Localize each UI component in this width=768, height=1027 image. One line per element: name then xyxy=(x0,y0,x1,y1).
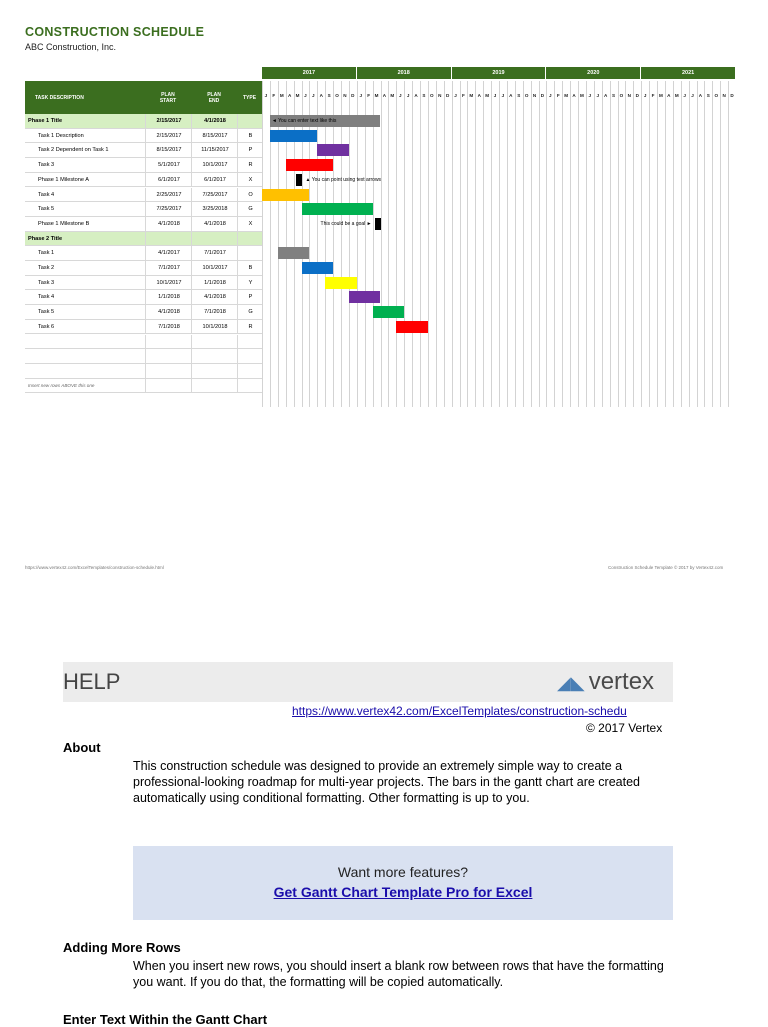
month-column xyxy=(341,81,349,407)
month-column xyxy=(618,81,626,407)
cell-end: 10/1/2018 xyxy=(191,320,238,334)
month-column xyxy=(554,81,562,407)
cell-start: 10/1/2017 xyxy=(145,276,192,290)
month-label: A xyxy=(509,93,513,98)
month-label: A xyxy=(287,93,292,98)
month-label: S xyxy=(517,93,521,98)
table-row[interactable] xyxy=(25,129,262,144)
gantt-bar xyxy=(325,277,357,289)
cell-desc: Task 2 Dependent on Task 1 xyxy=(38,147,109,154)
month-column xyxy=(325,81,333,407)
month-column xyxy=(444,81,452,407)
cell-end xyxy=(191,232,238,246)
gantt-bar xyxy=(373,306,405,318)
cell-start: 7/1/2018 xyxy=(145,320,192,334)
table-row[interactable] xyxy=(25,379,262,394)
header-task-description: TASK DESCRIPTION xyxy=(35,94,84,101)
month-column xyxy=(404,81,412,407)
month-column xyxy=(460,81,468,407)
gantt-bar: ◄ You can enter text like this xyxy=(270,115,381,127)
month-column xyxy=(262,81,270,407)
cell-type: R xyxy=(237,320,263,334)
cell-end: 8/15/2017 xyxy=(191,129,238,143)
month-column xyxy=(523,81,531,407)
month-label: A xyxy=(319,93,323,98)
month-column xyxy=(570,81,578,407)
cell-type: Y xyxy=(237,276,263,290)
year-header: 2017 xyxy=(262,67,357,79)
month-column xyxy=(483,81,491,407)
month-column xyxy=(452,81,460,407)
month-label: A xyxy=(477,93,481,98)
help-copyright: © 2017 Vertex xyxy=(586,721,663,735)
cell-start: 2/25/2017 xyxy=(145,188,192,202)
month-column xyxy=(625,81,633,407)
cell-desc: Task 1 xyxy=(38,250,55,257)
month-column xyxy=(720,81,728,407)
month-column xyxy=(333,81,341,407)
month-column xyxy=(641,81,649,407)
cell-end: 10/1/2017 xyxy=(191,261,238,275)
cell-desc: Task 5 xyxy=(38,206,55,213)
month-column xyxy=(681,81,689,407)
table-row[interactable] xyxy=(25,261,262,276)
month-column xyxy=(373,81,381,407)
cell-desc xyxy=(28,349,143,363)
month-label: M xyxy=(374,93,379,98)
month-label: S xyxy=(327,93,331,98)
month-label: O xyxy=(714,93,719,98)
month-label: F xyxy=(367,93,371,98)
month-column xyxy=(578,81,586,407)
table-row[interactable] xyxy=(25,158,262,173)
month-column xyxy=(586,81,594,407)
phase-row[interactable] xyxy=(25,232,262,247)
month-column xyxy=(633,81,641,407)
month-label: A xyxy=(603,93,608,98)
gantt-bar xyxy=(396,321,428,333)
month-label: N xyxy=(343,93,347,98)
month-label: D xyxy=(730,93,734,98)
cell-type: G xyxy=(237,202,263,216)
milestone-marker xyxy=(375,218,381,230)
cell-start xyxy=(145,364,192,378)
cell-type: B xyxy=(237,261,263,275)
table-row[interactable] xyxy=(25,320,262,335)
month-label: M xyxy=(659,93,663,98)
cell-end: 4/1/2018 xyxy=(191,217,238,231)
gantt-chart xyxy=(262,67,736,393)
cell-desc: Task 3 xyxy=(38,162,55,169)
month-label: O xyxy=(524,93,529,98)
gantt-annotation: ▲ You can point using text arrows xyxy=(305,176,382,183)
header-type: TYPE xyxy=(242,94,257,101)
month-label: N xyxy=(722,93,726,98)
cell-type xyxy=(237,246,263,260)
cell-start: 5/1/2017 xyxy=(145,158,192,172)
cell-desc: Task 2 xyxy=(38,265,55,271)
month-label: J xyxy=(454,93,457,98)
month-column xyxy=(673,81,681,407)
month-label: F xyxy=(272,93,276,98)
gantt-bar xyxy=(302,262,334,274)
month-label: A xyxy=(667,93,671,98)
table-row[interactable] xyxy=(25,188,262,203)
month-label: A xyxy=(572,93,576,98)
month-label: J xyxy=(643,93,647,98)
year-header: 2021 xyxy=(641,67,736,79)
month-column xyxy=(357,81,365,407)
month-column xyxy=(610,81,618,407)
cell-start xyxy=(145,379,192,393)
header-plan-start: PLAN START xyxy=(159,91,177,104)
month-column xyxy=(396,81,404,407)
cell-desc: Task 5 xyxy=(38,309,55,316)
cell-start: 8/15/2017 xyxy=(145,143,192,157)
month-column xyxy=(704,81,712,407)
phase-row[interactable] xyxy=(25,114,262,129)
company-name: ABC Construction, Inc. xyxy=(25,42,117,52)
cell-desc: Task 3 xyxy=(38,279,55,286)
cell-start: 7/25/2017 xyxy=(145,202,192,216)
month-label: M xyxy=(564,93,569,98)
month-column xyxy=(515,81,523,407)
month-column xyxy=(349,81,357,407)
month-label: J xyxy=(683,93,686,98)
cell-end: 11/15/2017 xyxy=(191,143,238,157)
month-label: N xyxy=(438,93,442,98)
cell-end: 7/25/2017 xyxy=(191,188,238,202)
cell-end: 4/1/2018 xyxy=(191,290,238,304)
month-column xyxy=(665,81,673,407)
vertex-logo-icon: ◢◣ xyxy=(557,673,585,693)
adding-rows-heading: Adding More Rows xyxy=(63,940,181,955)
cell-type: B xyxy=(237,129,263,143)
cell-type: O xyxy=(237,188,263,202)
month-label: M xyxy=(469,93,474,98)
cell-desc: Task 4 xyxy=(38,191,55,198)
cell-end: 1/1/2018 xyxy=(191,276,238,290)
month-label: J xyxy=(304,93,307,98)
month-column xyxy=(381,81,389,407)
promo-text: Want more features? xyxy=(337,864,469,880)
month-label: F xyxy=(651,93,655,98)
month-column xyxy=(649,81,657,407)
gantt-bar xyxy=(286,159,333,171)
cell-type: X xyxy=(237,217,263,231)
month-column xyxy=(562,81,570,407)
month-label: M xyxy=(580,93,584,98)
gantt-bar xyxy=(317,144,349,156)
month-column xyxy=(657,81,665,407)
table-row[interactable] xyxy=(25,276,262,291)
cell-type xyxy=(237,232,263,246)
gantt-bar xyxy=(349,291,381,303)
cell-type xyxy=(237,335,263,349)
month-label: J xyxy=(691,93,694,98)
cell-type: P xyxy=(237,290,263,304)
table-row[interactable] xyxy=(25,217,262,232)
cell-end: 6/1/2017 xyxy=(191,173,238,187)
month-label: M xyxy=(390,93,395,98)
month-label: F xyxy=(462,93,465,98)
month-label: F xyxy=(556,93,560,98)
header-plan-end: PLAN END xyxy=(207,91,221,104)
cell-end: 7/1/2018 xyxy=(191,305,238,319)
cell-end: 3/25/2018 xyxy=(191,202,238,216)
promo-box xyxy=(133,846,673,920)
cell-type: R xyxy=(237,158,263,172)
cell-start: 2/15/2017 xyxy=(145,114,192,128)
table-row[interactable] xyxy=(25,364,262,379)
month-label: S xyxy=(612,93,616,98)
month-label: M xyxy=(295,93,300,98)
cell-start: 4/1/2018 xyxy=(145,305,192,319)
cell-type: P xyxy=(237,143,263,157)
month-column xyxy=(467,81,475,407)
cell-start: 4/1/2017 xyxy=(145,246,192,260)
month-label: M xyxy=(674,93,679,98)
month-label: J xyxy=(264,93,268,98)
table-row[interactable] xyxy=(25,246,262,261)
cell-desc: Phase 1 Milestone B xyxy=(38,220,90,227)
month-label: A xyxy=(698,93,703,98)
month-label: J xyxy=(406,93,410,98)
gantt-bar xyxy=(278,247,310,259)
month-label: S xyxy=(422,93,426,98)
help-title: HELP xyxy=(63,669,121,694)
enter-text-heading: Enter Text Within the Gantt Chart xyxy=(63,1012,268,1027)
table-row[interactable] xyxy=(25,305,262,320)
cell-end: 7/1/2017 xyxy=(191,246,238,260)
month-column xyxy=(712,81,720,407)
month-label: A xyxy=(382,93,387,98)
table-row[interactable] xyxy=(25,173,262,188)
month-column xyxy=(539,81,547,407)
milestone-marker xyxy=(296,174,302,186)
month-label: N xyxy=(627,93,631,98)
cell-type xyxy=(237,114,263,128)
month-label: J xyxy=(501,93,505,98)
month-column xyxy=(689,81,697,407)
table-row[interactable] xyxy=(25,349,262,364)
cell-desc: Phase 1 Milestone A xyxy=(38,176,89,183)
gantt-bar xyxy=(302,203,373,215)
year-header: 2020 xyxy=(546,67,641,79)
cell-end xyxy=(191,349,238,363)
month-label: J xyxy=(398,93,402,98)
table-row[interactable] xyxy=(25,143,262,158)
gantt-annotation: This could be a goal ► xyxy=(320,220,372,227)
about-heading: About xyxy=(63,740,101,755)
cell-type: G xyxy=(237,305,263,319)
month-label: O xyxy=(430,93,434,98)
month-label: D xyxy=(445,93,450,98)
about-text: This construction schedule was designed to provide an extremely simple way to create a professional-looking roadmap for multi-year projects. The bars in the gantt chart are created automatically using conditional formatting. Other formatting is up to you. xyxy=(133,759,640,805)
cell-start xyxy=(145,232,192,246)
cell-type xyxy=(237,364,263,378)
gantt-pro-link[interactable]: Get Gantt Chart Template Pro for Excel xyxy=(273,884,533,900)
month-column xyxy=(602,81,610,407)
cell-desc: Task 1 Description xyxy=(38,132,84,139)
month-column xyxy=(499,81,507,407)
cell-desc: Task 4 xyxy=(38,294,55,301)
cell-start: 6/1/2017 xyxy=(145,173,192,187)
month-label: M xyxy=(485,93,490,98)
cell-end xyxy=(191,335,238,349)
month-column xyxy=(412,81,420,407)
cell-end: 10/1/2017 xyxy=(191,158,238,172)
table-row[interactable] xyxy=(25,290,262,305)
month-column xyxy=(507,81,515,407)
month-column xyxy=(728,81,736,407)
month-column xyxy=(697,81,705,407)
cell-start xyxy=(145,349,192,363)
adding-rows-text: When you insert new rows, you should insert a blank row between rows that have the formatting you want. If you do that, the formatting will be copied automatically. xyxy=(133,959,664,989)
cell-desc: Phase 1 Title xyxy=(28,118,63,124)
cell-type xyxy=(237,379,263,393)
table-row[interactable] xyxy=(25,335,262,350)
cell-start: 1/1/2018 xyxy=(145,290,192,304)
month-label: J xyxy=(588,93,592,98)
cell-end xyxy=(191,364,238,378)
gantt-bar xyxy=(270,130,317,142)
month-column xyxy=(594,81,602,407)
cell-start xyxy=(145,335,192,349)
table-row[interactable] xyxy=(25,202,262,217)
month-label: O xyxy=(619,93,624,98)
gantt-bar xyxy=(262,189,309,201)
cell-type: X xyxy=(237,173,263,187)
month-label: J xyxy=(359,93,363,98)
year-header: 2018 xyxy=(357,67,452,79)
cell-start: 7/1/2017 xyxy=(145,261,192,275)
month-label: D xyxy=(635,93,639,98)
month-label: A xyxy=(414,93,418,98)
month-column xyxy=(491,81,499,407)
month-label: J xyxy=(596,93,600,98)
month-column xyxy=(546,81,554,407)
cell-end xyxy=(191,379,238,393)
month-label: J xyxy=(312,93,315,98)
month-column xyxy=(317,81,325,407)
template-url-link[interactable]: https://www.vertex42.com/ExcelTemplates/construction-schedu xyxy=(292,704,627,718)
cell-end: 4/1/2018 xyxy=(191,114,238,128)
month-label: D xyxy=(540,93,545,98)
month-column xyxy=(428,81,436,407)
cell-desc xyxy=(28,364,143,378)
cell-desc xyxy=(28,335,143,349)
month-label: D xyxy=(351,93,355,98)
year-header: 2019 xyxy=(452,67,547,79)
month-label: N xyxy=(532,93,537,98)
month-label: J xyxy=(493,93,497,98)
cell-desc: Task 6 xyxy=(38,323,55,330)
table-header xyxy=(25,81,262,114)
month-label: S xyxy=(706,93,710,98)
month-column xyxy=(420,81,428,407)
month-column xyxy=(475,81,483,407)
vertex42-logo: ◢◣ vertex xyxy=(557,668,655,695)
footer-copyright: Construction Schedule Template © 2017 by Vertex42.com xyxy=(608,565,724,570)
month-column xyxy=(388,81,396,407)
month-column xyxy=(365,81,373,407)
month-label: O xyxy=(335,93,339,98)
cell-start: 4/1/2018 xyxy=(145,217,192,231)
page-title: CONSTRUCTION SCHEDULE xyxy=(25,25,205,39)
cell-start: 2/15/2017 xyxy=(145,129,192,143)
cell-desc: Insert new rows ABOVE this one xyxy=(28,382,95,388)
cell-desc: Phase 2 Title xyxy=(28,235,63,242)
month-label: J xyxy=(549,93,552,98)
month-column xyxy=(436,81,444,407)
month-column xyxy=(531,81,539,407)
footer-url[interactable]: https://www.vertex42.com/ExcelTemplates/construction-schedule.html xyxy=(25,565,164,570)
cell-type xyxy=(237,349,263,363)
month-label: M xyxy=(279,93,284,98)
